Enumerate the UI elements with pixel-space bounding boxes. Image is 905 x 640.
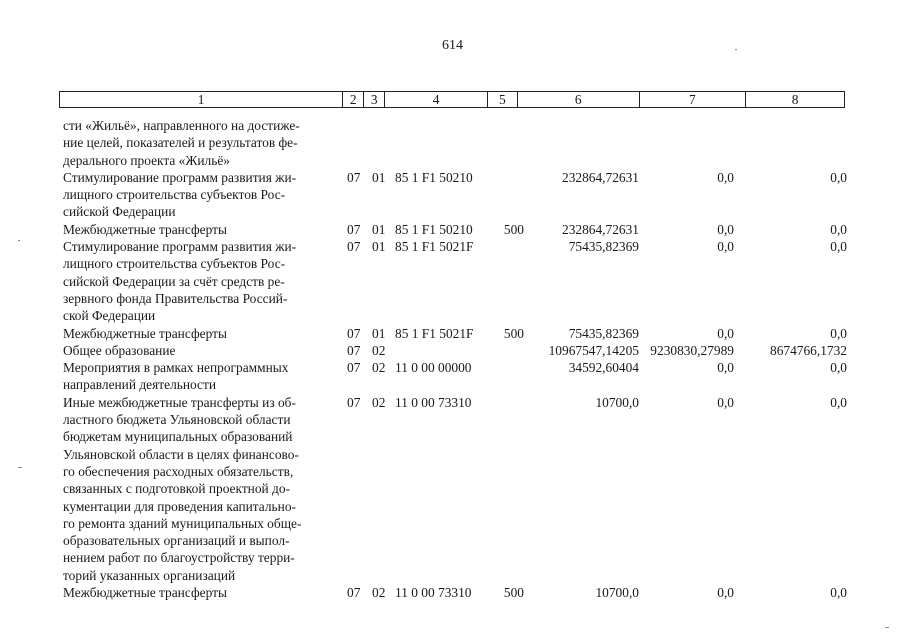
table-row — [59, 394, 849, 584]
description-line: направлений деятельности — [63, 377, 217, 393]
row-amount-col7: 0,0 — [717, 169, 734, 185]
description-line: Межбюджетные трансферты — [63, 325, 227, 341]
row-section-code: 07 — [347, 239, 361, 255]
row-amount-col8: 0,0 — [830, 169, 847, 185]
description-line: ской Федерации — [63, 308, 156, 324]
row-amount-col7: 0,0 — [717, 325, 734, 341]
description-line: сти «Жильё», направленного на достиже- — [63, 118, 300, 133]
row-expense-type: 500 — [503, 585, 524, 601]
row-section-code: 07 — [347, 221, 361, 237]
header-col-3: 3 — [364, 92, 385, 107]
row-subsection-code: 02 — [372, 394, 386, 410]
description-line: бюджетам муниципальных образований — [63, 429, 293, 445]
row-subsection-code: 02 — [372, 585, 386, 601]
row-target-article: 11 0 00 73310 — [395, 585, 472, 601]
row-amount-col8: 8674766,1732 — [770, 342, 847, 358]
table-row — [59, 359, 849, 394]
row-description — [59, 117, 338, 169]
header-col-1: 1 — [60, 92, 343, 107]
description-line: дерального проекта «Жильё» — [63, 152, 230, 168]
row-expense-type: 500 — [503, 221, 524, 237]
row-section-code: 07 — [347, 169, 361, 185]
description-line: Иные межбюджетные трансферты из об- — [63, 394, 296, 410]
table-row — [59, 117, 849, 169]
row-section-code: 07 — [347, 585, 361, 601]
row-subsection-code: 02 — [372, 360, 386, 376]
header-col-4: 4 — [385, 92, 488, 107]
row-target-article: 11 0 00 00000 — [395, 360, 472, 376]
page-number: 614 — [442, 38, 463, 53]
header-col-7: 7 — [640, 92, 747, 107]
row-amount-col6: 10967547,14205 — [548, 342, 639, 358]
description-line: сийской Федерации — [63, 204, 176, 220]
row-amount-col6: 75435,82369 — [568, 325, 639, 341]
description-line: зервного фонда Правительства Россий- — [63, 290, 288, 306]
description-line: Межбюджетные трансферты — [63, 221, 227, 237]
header-col-2: 2 — [343, 92, 364, 107]
row-amount-col8: 0,0 — [830, 325, 847, 341]
table-row — [59, 342, 849, 359]
row-amount-col6: 10700,0 — [595, 394, 639, 410]
row-amount-col8: 0,0 — [830, 221, 847, 237]
row-amount-col8: 0,0 — [830, 360, 847, 376]
row-description — [59, 169, 338, 221]
description-line: торий указанных организаций — [63, 567, 236, 583]
table-row — [59, 325, 849, 342]
description-line: кументации для проведения капитально- — [63, 498, 296, 514]
description-line: Стимулирование программ развития жи- — [63, 169, 297, 185]
row-description — [59, 325, 338, 342]
row-amount-col6: 75435,82369 — [568, 239, 639, 255]
row-amount-col8: 0,0 — [830, 394, 847, 410]
description-line: лищного строительства субъектов Рос- — [63, 187, 286, 203]
description-line: Мероприятия в рамках непрограммных — [63, 360, 289, 376]
description-line: лищного строительства субъектов Рос- — [63, 256, 286, 272]
row-subsection-code: 01 — [372, 221, 386, 237]
table-row — [59, 238, 849, 324]
row-amount-col7: 9230830,27989 — [650, 342, 734, 358]
table-row — [59, 221, 849, 238]
row-target-article: 85 1 F1 5021F — [395, 239, 474, 255]
description-line: Стимулирование программ развития жи- — [63, 239, 297, 255]
row-amount-col7: 0,0 — [717, 239, 734, 255]
row-section-code: 07 — [347, 325, 361, 341]
row-description — [59, 342, 338, 359]
row-section-code: 07 — [347, 342, 361, 358]
row-subsection-code: 02 — [372, 342, 386, 358]
description-line: го обеспечения расходных обязательств, — [63, 463, 294, 479]
description-line: связанных с подготовкой проектной до- — [63, 481, 291, 497]
table-body — [59, 117, 849, 601]
row-amount-col8: 0,0 — [830, 585, 847, 601]
row-target-article: 85 1 F1 5021F — [395, 325, 474, 341]
scan-speck — [735, 49, 737, 50]
row-subsection-code: 01 — [372, 239, 386, 255]
description-line: нением работ по благоустройству терри- — [63, 550, 295, 566]
header-col-8: 8 — [791, 92, 799, 107]
row-description — [59, 359, 338, 394]
table-row — [59, 169, 849, 221]
row-expense-type: 500 — [503, 325, 524, 341]
row-amount-col7: 0,0 — [717, 360, 734, 376]
table-header — [59, 91, 845, 108]
row-amount-col7: 0,0 — [717, 585, 734, 601]
description-line: Ульяновской области в целях финансово- — [63, 446, 299, 462]
description-line: сийской Федерации за счёт средств ре- — [63, 273, 285, 289]
row-amount-col7: 0,0 — [717, 221, 734, 237]
row-amount-col6: 232864,72631 — [562, 221, 639, 237]
row-amount-col7: 0,0 — [717, 394, 734, 410]
row-subsection-code: 01 — [372, 169, 386, 185]
table-row — [59, 584, 849, 601]
scan-speck — [885, 627, 889, 628]
scan-speck — [18, 240, 20, 241]
row-description — [59, 584, 338, 601]
row-target-article: 11 0 00 73310 — [395, 394, 472, 410]
description-line: Межбюджетные трансферты — [63, 585, 227, 601]
description-line: ние целей, показателей и результатов фе- — [63, 135, 298, 151]
description-line: ластного бюджета Ульяновской области — [63, 412, 291, 428]
row-description — [59, 238, 338, 324]
description-line: образовательных организаций и выпол- — [63, 533, 290, 549]
row-section-code: 07 — [347, 360, 361, 376]
header-col-6: 6 — [518, 92, 640, 107]
row-amount-col8: 0,0 — [830, 239, 847, 255]
row-description — [59, 394, 338, 584]
row-amount-col6: 34592,60404 — [568, 360, 639, 376]
description-line: Общее образование — [63, 342, 176, 358]
scan-speck — [18, 467, 22, 468]
description-line: го ремонта зданий муниципальных обще- — [63, 515, 302, 531]
header-col-5: 5 — [488, 92, 518, 107]
row-target-article: 85 1 F1 50210 — [395, 221, 473, 237]
row-amount-col6: 232864,72631 — [562, 169, 639, 185]
row-section-code: 07 — [347, 394, 361, 410]
row-subsection-code: 01 — [372, 325, 386, 341]
row-target-article: 85 1 F1 50210 — [395, 169, 473, 185]
row-description — [59, 221, 338, 238]
row-amount-col6: 10700,0 — [595, 585, 639, 601]
